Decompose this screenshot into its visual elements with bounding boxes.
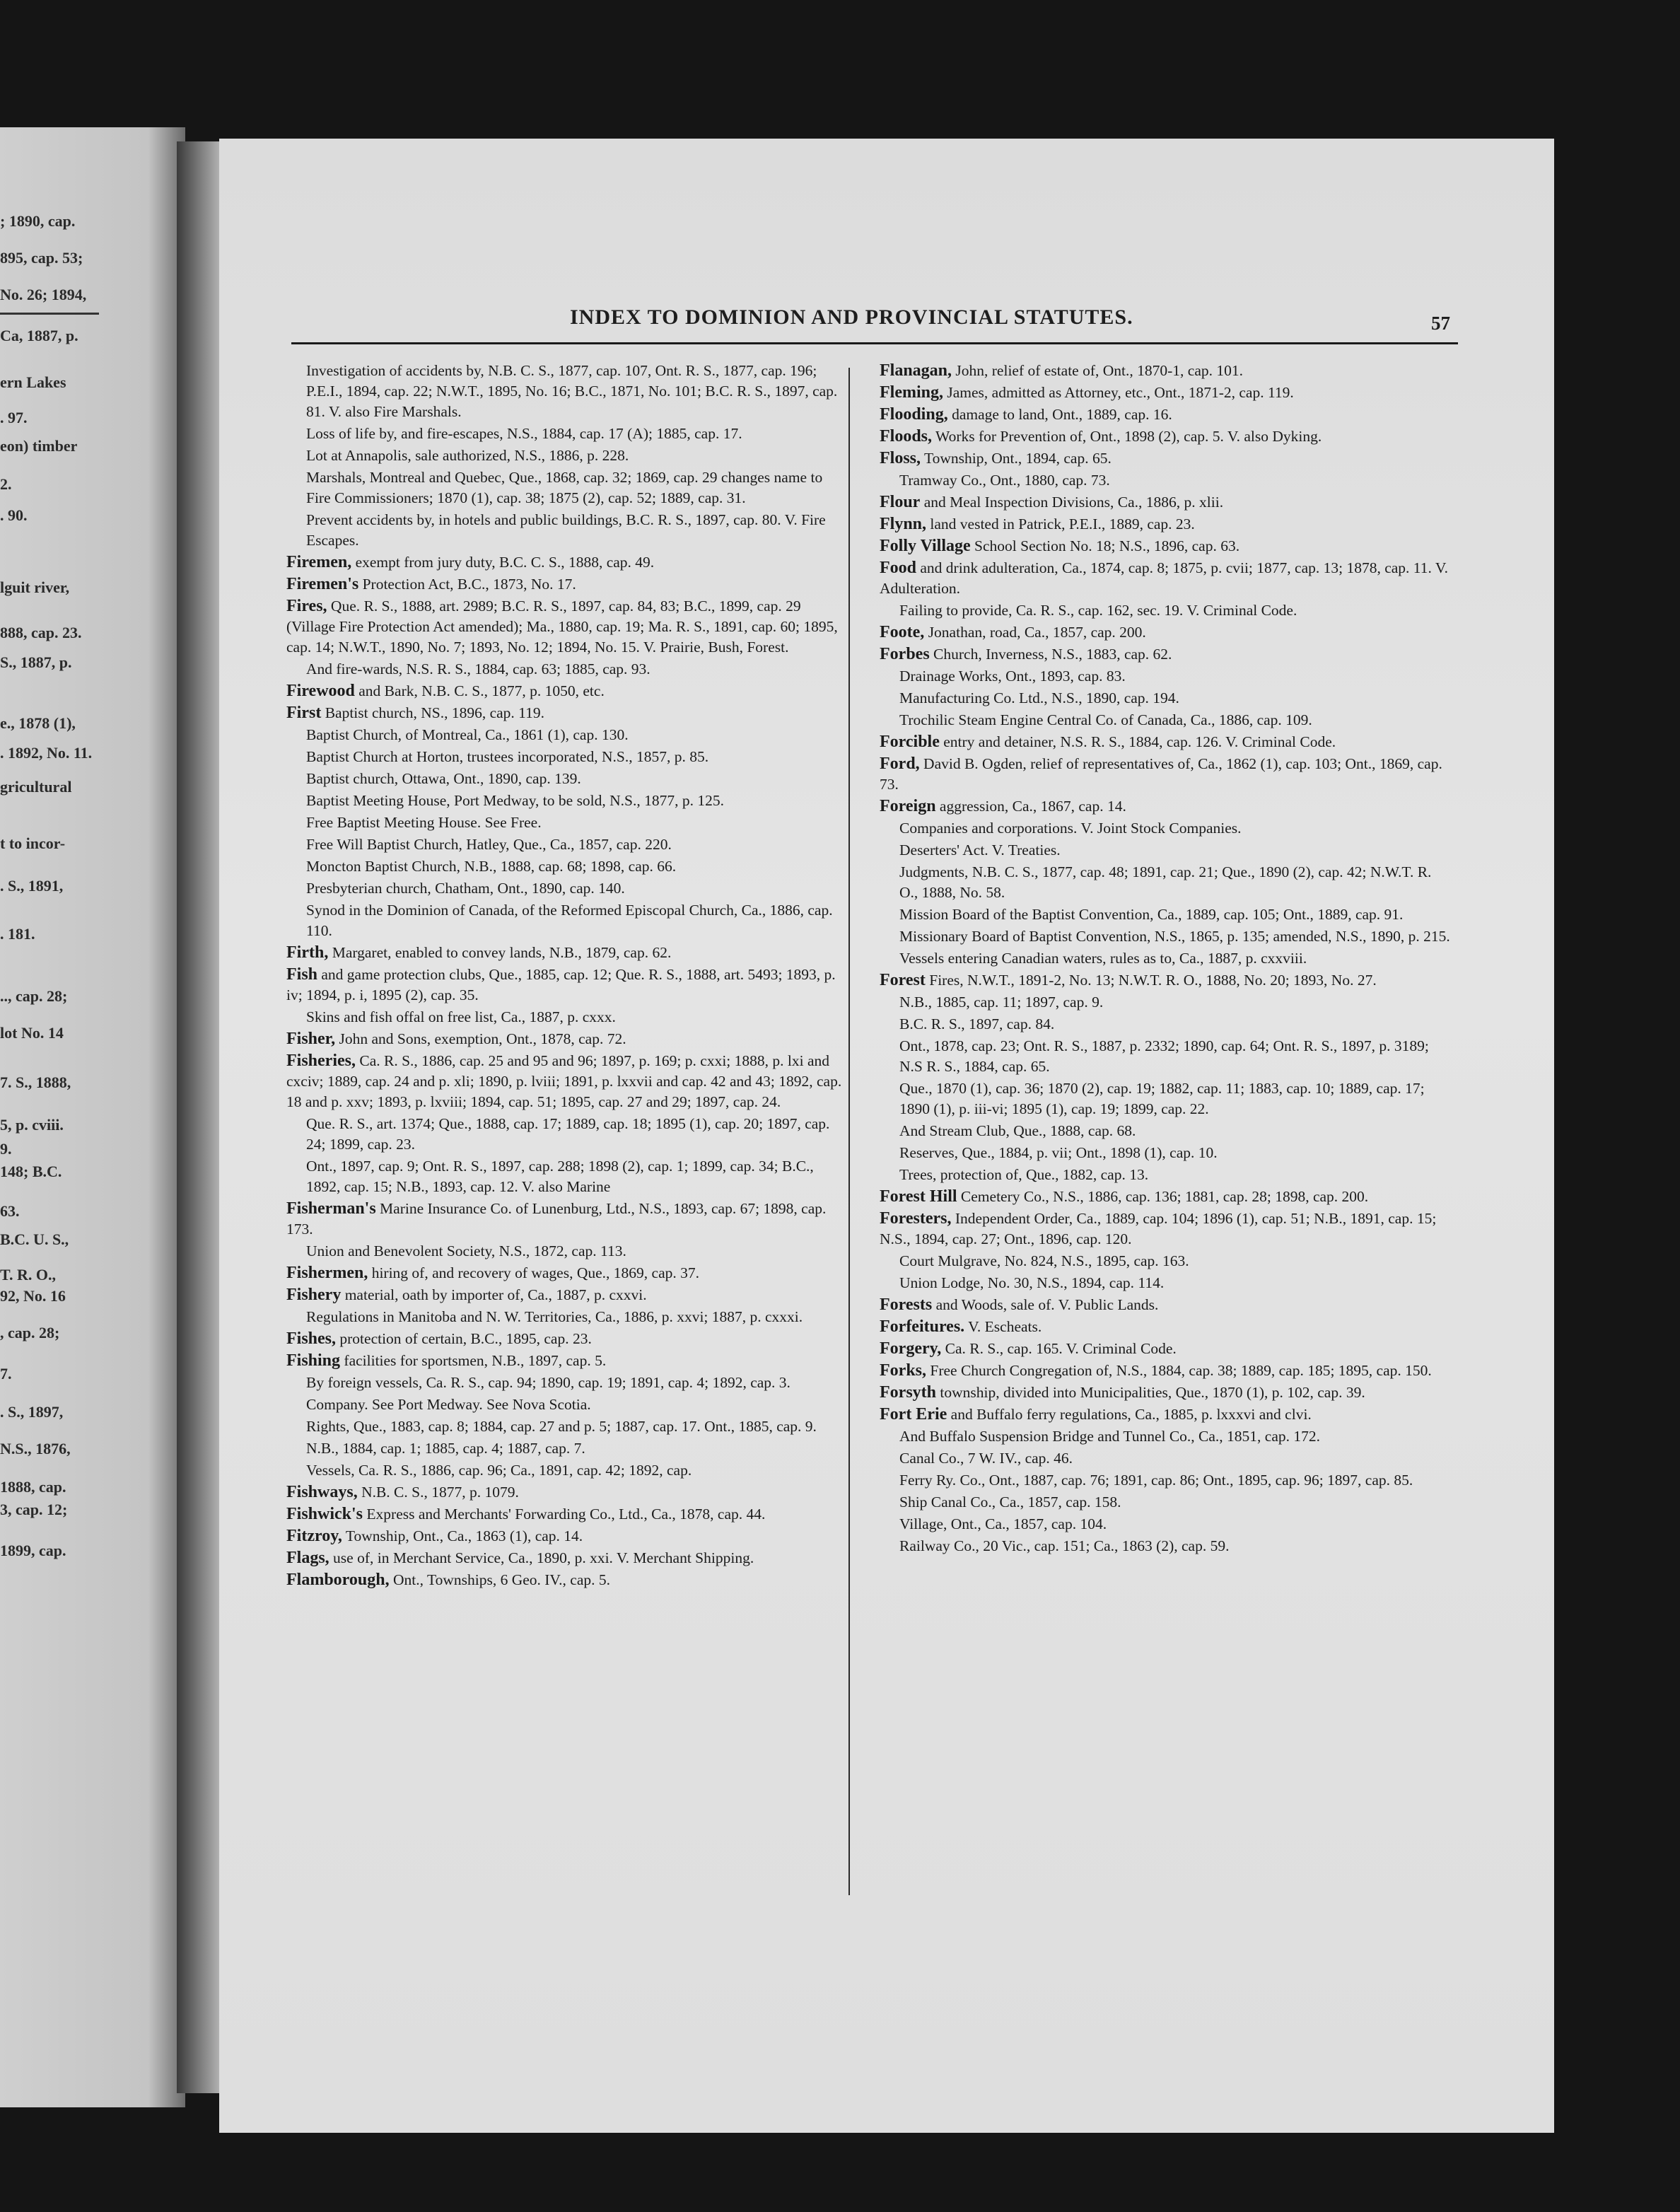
entry-heading: Firemen, <box>286 553 352 571</box>
index-entry <box>286 943 848 963</box>
subentry-text: Canal Co., 7 W. IV., cap. 46. <box>899 1450 1073 1467</box>
entry-text: protection of certain, B.C., 1895, cap. 23. <box>336 1330 592 1347</box>
index-subentry <box>880 470 1452 491</box>
index-entry <box>880 1361 1452 1381</box>
entry-text: damage to land, Ont., 1889, cap. 16. <box>947 406 1172 423</box>
entry-text: aggression, Ca., 1867, cap. 14. <box>935 798 1126 815</box>
facing-page <box>0 127 185 2107</box>
facing-page-text: Ca, 1887, p. <box>0 327 78 344</box>
subentry-text: Union and Benevolent Society, N.S., 1872, cap. 113. <box>306 1242 626 1259</box>
index-subentry <box>286 769 848 789</box>
index-subentry <box>880 688 1452 709</box>
entry-text: Fires, N.W.T., 1891-2, No. 13; N.W.T. R. O., 1888, No. 20; 1893, No. 27. <box>925 972 1377 989</box>
index-subentry <box>286 747 848 767</box>
facing-page-text: 1899, cap. <box>0 1542 66 1559</box>
index-subentry <box>286 1438 848 1459</box>
subentry-text: Ont., 1897, cap. 9; Ont. R. S., 1897, cap. 288; 1898 (2), cap. 1; 1899, cap. 34; B.C., 1892, cap. 15; N.B., 1893, cap. 12. V. also Marine <box>306 1158 814 1195</box>
entry-text: and Buffalo ferry regulations, Ca., 1885, p. lxxxvi and clvi. <box>947 1406 1312 1423</box>
subentry-text: Free Will Baptist Church, Hatley, Que., Ca., 1857, cap. 220. <box>306 836 672 853</box>
index-entry <box>286 574 848 595</box>
subentry-text: Investigation of accidents by, N.B. C. S., 1877, cap. 107, Ont. R. S., 1877, cap. 196; P.E.I., 1894, cap. 22; N.W.T., 1895, No. 16; B.C., 1871, No. 101; B.C. R. S., 1897, cap. 81. V. also Fire Marshals. <box>306 362 838 420</box>
index-entry <box>286 1482 848 1503</box>
entry-heading: Fishery <box>286 1286 342 1304</box>
index-subentry <box>880 1448 1452 1469</box>
index-subentry <box>286 1007 848 1028</box>
facing-page-text: .., cap. 28; <box>0 987 68 1005</box>
entry-heading: Fish <box>286 965 318 984</box>
index-entry <box>880 732 1452 752</box>
entry-heading: Forest <box>880 971 926 989</box>
entry-heading: Flynn, <box>880 515 927 533</box>
entry-heading: Forsyth <box>880 1383 936 1402</box>
subentry-text: Que., 1870 (1), cap. 36; 1870 (2), cap. 19; 1882, cap. 11; 1883, cap. 10; 1889, cap. 17; 1890 (1), p. iii-vi; 1895 (1), cap. 19; 1899, cap. 22. <box>899 1080 1425 1117</box>
entry-heading: Food <box>880 559 917 577</box>
index-subentry <box>880 992 1452 1013</box>
entry-text: land vested in Patrick, P.E.I., 1889, cap. 23. <box>926 516 1195 532</box>
facing-page-text: eon) timber <box>0 437 78 455</box>
index-subentry <box>286 856 848 877</box>
entry-text: material, oath by importer of, Ca., 1887, p. cxxvi. <box>341 1286 647 1303</box>
index-subentry <box>286 1395 848 1415</box>
index-entry <box>880 754 1452 795</box>
index-subentry <box>286 659 848 680</box>
facing-page-text: . 181. <box>0 925 35 943</box>
index-subentry <box>880 1143 1452 1163</box>
entry-heading: Floods, <box>880 427 933 446</box>
index-entry <box>880 1404 1452 1425</box>
subentry-text: Baptist Church at Horton, trustees incorporated, N.S., 1857, p. 85. <box>306 748 709 765</box>
entry-text: V. Escheats. <box>964 1318 1042 1335</box>
entry-text: Marine Insurance Co. of Lunenburg, Ltd., N.S., 1893, cap. 67; 1898, cap. 173. <box>286 1200 827 1238</box>
subentry-text: Drainage Works, Ont., 1893, cap. 83. <box>899 668 1126 685</box>
subentry-text: Companies and corporations. V. Joint Stock Companies. <box>899 820 1242 837</box>
facing-page-text: No. 26; 1894, <box>0 286 87 303</box>
subentry-text: Moncton Baptist Church, N.B., 1888, cap. 68; 1898, cap. 66. <box>306 858 677 875</box>
facing-page-text: 7. S., 1888, <box>0 1073 71 1091</box>
index-entry <box>880 1209 1452 1250</box>
entry-text: Ont., Townships, 6 Geo. IV., cap. 5. <box>389 1571 611 1588</box>
entry-text: Margaret, enabled to convey lands, N.B., 1879, cap. 62. <box>328 944 672 961</box>
index-subentry <box>286 1307 848 1327</box>
index-entry <box>286 1029 848 1049</box>
subentry-text: Baptist church, Ottawa, Ont., 1890, cap. 139. <box>306 770 581 787</box>
subentry-text: Free Baptist Meeting House. See Free. <box>306 814 542 831</box>
index-entry <box>286 1504 848 1525</box>
entry-text: David B. Ogden, relief of representatives of, Ca., 1862 (1), cap. 103; Ont., 1869, cap. 73. <box>880 755 1442 793</box>
index-entry <box>880 383 1452 403</box>
index-entry <box>286 681 848 702</box>
entry-text: exempt from jury duty, B.C. C. S., 1888, cap. 49. <box>351 554 655 571</box>
entry-heading: Fisherman's <box>286 1199 376 1218</box>
index-subentry <box>880 1014 1452 1035</box>
index-subentry <box>880 1426 1452 1447</box>
index-entry <box>880 404 1452 425</box>
subentry-text: Ont., 1878, cap. 23; Ont. R. S., 1887, p. 2332; 1890, cap. 64; Ont. R. S., 1897, p. 3189; N.S R. S., 1884, cap. 65. <box>899 1037 1429 1075</box>
index-entry <box>880 796 1452 817</box>
subentry-text: Presbyterian church, Chatham, Ont., 1890, cap. 140. <box>306 880 625 897</box>
index-subentry <box>286 725 848 745</box>
index-subentry <box>880 1165 1452 1185</box>
entry-heading: Floss, <box>880 449 921 467</box>
facing-page-text: T. R. O., <box>0 1266 57 1283</box>
index-entry <box>286 1051 848 1112</box>
entry-heading: Foreign <box>880 797 936 815</box>
index-subentry <box>880 926 1452 947</box>
subentry-text: Baptist Meeting House, Port Medway, to be sold, N.S., 1877, p. 125. <box>306 792 725 809</box>
index-entry <box>286 596 848 658</box>
subentry-text: Ship Canal Co., Ca., 1857, cap. 158. <box>899 1494 1121 1510</box>
facing-page-text: 895, cap. 53; <box>0 249 83 267</box>
facing-page-text: . S., 1891, <box>0 877 64 895</box>
entry-heading: Foote, <box>880 623 925 641</box>
entry-text: Protection Act, B.C., 1873, No. 17. <box>358 576 576 593</box>
entry-heading: Flour <box>880 493 921 511</box>
entry-heading: Flags, <box>286 1549 329 1567</box>
facing-page-text: 5, p. cviii. <box>0 1116 64 1134</box>
index-subentry <box>286 424 848 444</box>
entry-heading: Foresters, <box>880 1209 952 1228</box>
entry-heading: Flooding, <box>880 405 948 424</box>
index-subentry <box>286 878 848 899</box>
entry-text: James, admitted as Attorney, etc., Ont., 1871-2, cap. 119. <box>943 384 1294 401</box>
facing-page-text: B.C. U. S., <box>0 1230 69 1248</box>
facing-page-text: . 1892, No. 11. <box>0 744 93 762</box>
facing-page-text: 92, No. 16 <box>0 1287 66 1305</box>
facing-page-text: 3, cap. 12; <box>0 1501 68 1518</box>
entry-text: entry and detainer, N.S. R. S., 1884, cap. 126. V. Criminal Code. <box>939 733 1336 750</box>
subentry-text: Synod in the Dominion of Canada, of the Reformed Episcopal Church, Ca., 1886, cap. 110. <box>306 902 833 939</box>
index-entry <box>880 448 1452 469</box>
subentry-text: Railway Co., 20 Vic., cap. 151; Ca., 1863 (2), cap. 59. <box>899 1537 1230 1554</box>
index-entry <box>880 536 1452 557</box>
subentry-text: And Stream Club, Que., 1888, cap. 68. <box>899 1122 1136 1139</box>
subentry-text: B.C. R. S., 1897, cap. 84. <box>899 1015 1055 1032</box>
facing-page-text: 1888, cap. <box>0 1478 66 1496</box>
facing-page-text: 9. <box>0 1140 12 1158</box>
entry-heading: Fishwick's <box>286 1505 363 1523</box>
subentry-text: Prevent accidents by, in hotels and public buildings, B.C. R. S., 1897, cap. 80. V. Fire Escapes. <box>306 511 826 549</box>
subentry-text: Missionary Board of Baptist Convention, N.S., 1865, p. 135; amended, N.S., 1890, p. 215. <box>899 928 1450 945</box>
index-subentry <box>286 1460 848 1481</box>
index-subentry <box>286 791 848 811</box>
index-entry <box>880 622 1452 643</box>
index-entry <box>880 361 1452 381</box>
entry-heading: Fishways, <box>286 1483 358 1501</box>
subentry-text: Tramway Co., Ont., 1880, cap. 73. <box>899 472 1110 489</box>
index-subentry <box>880 1514 1452 1535</box>
subentry-text: Ferry Ry. Co., Ont., 1887, cap. 76; 1891, cap. 86; Ont., 1895, cap. 96; 1897, cap. 85. <box>899 1472 1413 1489</box>
index-subentry <box>880 840 1452 861</box>
index-entry <box>880 1187 1452 1207</box>
header-rule <box>291 342 1458 344</box>
entry-heading: Fishing <box>286 1351 341 1370</box>
subentry-text: Baptist Church, of Montreal, Ca., 1861 (1), cap. 130. <box>306 726 629 743</box>
entry-text: and drink adulteration, Ca., 1874, cap. 8; 1875, p. cvii; 1877, cap. 13; 1878, cap. 11. V. Adulteration. <box>880 559 1448 597</box>
index-subentry <box>286 361 848 422</box>
entry-heading: Fort Erie <box>880 1405 947 1424</box>
entry-text: use of, in Merchant Service, Ca., 1890, p. xxi. V. Merchant Shipping. <box>329 1549 754 1566</box>
index-column-left <box>286 361 848 1590</box>
entry-heading: First <box>286 704 322 722</box>
column-divider <box>848 368 850 1895</box>
subentry-text: N.B., 1884, cap. 1; 1885, cap. 4; 1887, cap. 7. <box>306 1440 585 1457</box>
index-entry <box>286 1329 848 1349</box>
subentry-text: Lot at Annapolis, sale authorized, N.S., 1886, p. 228. <box>306 447 629 464</box>
index-entry <box>286 1285 848 1305</box>
facing-page-text: 888, cap. 23. <box>0 624 82 641</box>
entry-text: Township, Ont., 1894, cap. 65. <box>921 450 1112 467</box>
index-subentry <box>880 1536 1452 1556</box>
index-subentry <box>286 510 848 551</box>
index-subentry <box>880 1492 1452 1513</box>
entry-text: and game protection clubs, Que., 1885, cap. 12; Que. R. S., 1888, art. 5493; 1893, p. iv; 1894, p. i, 1895 (2), cap. 35. <box>286 966 836 1003</box>
index-subentry <box>286 813 848 833</box>
index-subentry <box>286 900 848 941</box>
subentry-text: Rights, Que., 1883, cap. 8; 1884, cap. 27 and p. 5; 1887, cap. 17. Ont., 1885, cap. 9. <box>306 1418 817 1435</box>
subentry-text: Mission Board of the Baptist Convention, Ca., 1889, cap. 105; Ont., 1889, cap. 91. <box>899 906 1404 923</box>
index-subentry <box>880 710 1452 730</box>
subentry-text: Company. See Port Medway. See Nova Scotia. <box>306 1396 591 1413</box>
entry-heading: Fishes, <box>286 1329 337 1348</box>
subentry-text: Court Mulgrave, No. 824, N.S., 1895, cap. 163. <box>899 1252 1189 1269</box>
subentry-text: Deserters' Act. V. Treaties. <box>899 842 1061 858</box>
subentry-text: Judgments, N.B. C. S., 1877, cap. 48; 1891, cap. 21; Que., 1890 (2), cap. 42; N.W.T. R. O., 1888, No. 58. <box>899 863 1432 901</box>
index-subentry <box>286 834 848 855</box>
entry-heading: Flamborough, <box>286 1571 390 1589</box>
entry-heading: Ford, <box>880 755 920 773</box>
index-subentry <box>286 1156 848 1197</box>
entry-text: and Bark, N.B. C. S., 1877, p. 1050, etc. <box>354 682 605 699</box>
facing-page-text: lot No. 14 <box>0 1024 64 1042</box>
entry-text: Express and Merchants' Forwarding Co., Ltd., Ca., 1878, cap. 44. <box>363 1506 766 1523</box>
index-entry <box>286 1351 848 1371</box>
facing-page-text: S., 1887, p. <box>0 653 72 671</box>
facing-page-text: ern Lakes <box>0 373 66 391</box>
index-entry <box>286 1526 848 1547</box>
index-subentry <box>286 1416 848 1437</box>
subentry-text: Trees, protection of, Que., 1882, cap. 13. <box>899 1166 1149 1183</box>
subentry-text: Vessels entering Canadian waters, rules as to, Ca., 1887, p. cxxviii. <box>899 950 1307 967</box>
subentry-text: By foreign vessels, Ca. R. S., cap. 94; 1890, cap. 19; 1891, cap. 4; 1892, cap. 3. <box>306 1374 791 1391</box>
index-entry <box>286 1548 848 1568</box>
index-entry <box>880 970 1452 991</box>
index-subentry <box>880 1121 1452 1141</box>
facing-page-text: t to incor- <box>0 834 66 852</box>
page-number: 57 <box>1431 313 1450 334</box>
index-entry <box>286 552 848 573</box>
index-subentry <box>880 600 1452 621</box>
index-subentry <box>880 1251 1452 1271</box>
index-subentry <box>286 1241 848 1262</box>
facing-page-text: 63. <box>0 1202 20 1220</box>
entry-text: John and Sons, exemption, Ont., 1878, cap. 72. <box>335 1030 626 1047</box>
index-subentry <box>880 1470 1452 1491</box>
subentry-text: And Buffalo Suspension Bridge and Tunnel Co., Ca., 1851, cap. 172. <box>899 1428 1321 1445</box>
index-subentry <box>880 904 1452 925</box>
facing-page-text: 148; B.C. <box>0 1163 62 1180</box>
index-entry <box>286 965 848 1006</box>
entry-text: John, relief of estate of, Ont., 1870-1, cap. 101. <box>952 362 1244 379</box>
facing-page-text: gricultural <box>0 778 72 796</box>
index-entry <box>880 514 1452 535</box>
subentry-text: Reserves, Que., 1884, p. vii; Ont., 1898 (1), cap. 10. <box>899 1144 1218 1161</box>
subentry-text: Manufacturing Co. Ltd., N.S., 1890, cap. 194. <box>899 689 1179 706</box>
entry-text: hiring of, and recovery of wages, Que., 1869, cap. 37. <box>368 1264 699 1281</box>
entry-text: and Woods, sale of. V. Public Lands. <box>932 1296 1159 1313</box>
index-subentry <box>880 1078 1452 1119</box>
index-subentry <box>880 948 1452 969</box>
entry-text: Que. R. S., 1888, art. 2989; B.C. R. S., 1897, cap. 84, 83; B.C., 1899, cap. 29 (Village Fire Protection Act amended); Ma., 1880, cap. 19; Ma. R. S., 1891, cap. 60; 1895, cap. 14; N.W.T., 1890, No. 7; 1893, No. 12; 1894, No. 15. V. Prairie, Bush, Forest. <box>286 598 838 656</box>
subentry-text: Loss of life by, and fire-escapes, N.S., 1884, cap. 17 (A); 1885, cap. 17. <box>306 425 742 442</box>
subentry-text: Trochilic Steam Engine Central Co. of Canada, Ca., 1886, cap. 109. <box>899 711 1312 728</box>
subentry-text: Vessels, Ca. R. S., 1886, cap. 96; Ca., 1891, cap. 42; 1892, cap. <box>306 1462 692 1479</box>
facing-page-text: . S., 1897, <box>0 1403 64 1421</box>
index-entry <box>880 1382 1452 1403</box>
subentry-text: Failing to provide, Ca. R. S., cap. 162, sec. 19. V. Criminal Code. <box>899 602 1297 619</box>
subentry-text: Marshals, Montreal and Quebec, Que., 1868, cap. 32; 1869, cap. 29 changes name to Fire Commissioners; 1870 (1), cap. 38; 1875 (2), cap. 52; 1889, cap. 31. <box>306 469 823 506</box>
subentry-text: Union Lodge, No. 30, N.S., 1894, cap. 114. <box>899 1274 1165 1291</box>
index-subentry <box>286 1114 848 1155</box>
subentry-text: And fire-wards, N.S. R. S., 1884, cap. 63; 1885, cap. 93. <box>306 660 651 677</box>
entry-text: facilities for sportsmen, N.B., 1897, cap. 5. <box>340 1352 607 1369</box>
index-entry <box>880 426 1452 447</box>
index-subentry <box>286 1373 848 1393</box>
entry-heading: Fisheries, <box>286 1052 356 1070</box>
entry-text: Cemetery Co., N.S., 1886, cap. 136; 1881, cap. 28; 1898, cap. 200. <box>957 1188 1369 1205</box>
entry-heading: Forest Hill <box>880 1187 957 1206</box>
index-subentry <box>880 1273 1452 1293</box>
entry-text: Ca. R. S., 1886, cap. 25 and 95 and 96; 1897, p. 169; p. cxxi; 1888, p. lxi and cxciv; 1889, cap. 24 and p. xli; 1890, p. lviii; 1891, p. lxxvii and cap. 42 and 43; 1892, cap. 18 and p. xxv; 1893, p. lxviii; 1894, cap. 51; 1895, cap. 27 and 29; 1897, cap. 24. <box>286 1052 842 1110</box>
index-entry <box>880 1295 1452 1315</box>
subentry-text: Que. R. S., art. 1374; Que., 1888, cap. 17; 1889, cap. 18; 1895 (1), cap. 20; 1897, cap. 24; 1899, cap. 23. <box>306 1115 830 1153</box>
entry-text: and Meal Inspection Divisions, Ca., 1886, p. xlii. <box>920 494 1224 511</box>
entry-text: Church, Inverness, N.S., 1883, cap. 62. <box>929 646 1172 663</box>
facing-page-text: N.S., 1876, <box>0 1440 71 1457</box>
facing-page-rule <box>0 313 99 315</box>
entry-text: Works for Prevention of, Ont., 1898 (2), cap. 5. V. also Dyking. <box>932 428 1322 445</box>
index-subentry <box>286 446 848 466</box>
index-entry <box>286 1199 848 1240</box>
subentry-text: Village, Ont., Ca., 1857, cap. 104. <box>899 1515 1107 1532</box>
index-column-right <box>880 361 1452 1556</box>
entry-heading: Fisher, <box>286 1030 336 1048</box>
entry-text: Jonathan, road, Ca., 1857, cap. 200. <box>924 624 1146 641</box>
subentry-text: Skins and fish offal on free list, Ca., 1887, p. cxxx. <box>306 1008 616 1025</box>
index-entry <box>880 644 1452 665</box>
entry-text: Ca. R. S., cap. 165. V. Criminal Code. <box>941 1340 1177 1357</box>
entry-text: township, divided into Municipalities, Que., 1870 (1), p. 102, cap. 39. <box>936 1384 1365 1401</box>
entry-heading: Forks, <box>880 1361 926 1380</box>
facing-page-text: 7. <box>0 1365 12 1382</box>
index-entry <box>880 1339 1452 1359</box>
entry-text: N.B. C. S., 1877, p. 1079. <box>357 1484 519 1501</box>
entry-text: Free Church Congregation of, N.S., 1884, cap. 38; 1889, cap. 185; 1895, cap. 150. <box>926 1362 1432 1379</box>
entry-text: Independent Order, Ca., 1889, cap. 104; 1896 (1), cap. 51; N.B., 1891, cap. 15; N.S., 1894, cap. 27; Ont., 1896, cap. 120. <box>880 1210 1437 1247</box>
entry-text: Baptist church, NS., 1896, cap. 119. <box>321 704 544 721</box>
facing-page-text: , cap. 28; <box>0 1324 60 1341</box>
entry-heading: Forfeitures. <box>880 1317 965 1336</box>
entry-heading: Firewood <box>286 682 355 700</box>
index-entry <box>880 492 1452 513</box>
index-entry <box>880 558 1452 599</box>
facing-page-text: 2. <box>0 475 12 493</box>
page-title: INDEX TO DOMINION AND PROVINCIAL STATUTES. <box>570 305 1133 329</box>
facing-page-text: e., 1878 (1), <box>0 714 76 732</box>
entry-heading: Forbes <box>880 645 930 663</box>
index-subentry <box>286 467 848 508</box>
entry-heading: Folly Village <box>880 537 971 555</box>
entry-heading: Firemen's <box>286 575 359 593</box>
entry-heading: Firth, <box>286 943 329 962</box>
entry-heading: Fires, <box>286 597 327 615</box>
entry-text: School Section No. 18; N.S., 1896, cap. 63. <box>970 537 1240 554</box>
entry-heading: Forcible <box>880 733 940 751</box>
facing-page-text: lguit river, <box>0 578 70 596</box>
index-subentry <box>880 862 1452 903</box>
index-subentry <box>880 666 1452 687</box>
facing-page-text: . 97. <box>0 409 28 426</box>
index-entry <box>286 1570 848 1590</box>
entry-text: Township, Ont., Ca., 1863 (1), cap. 14. <box>342 1527 583 1544</box>
entry-heading: Flanagan, <box>880 361 952 380</box>
index-entry <box>286 703 848 723</box>
subentry-text: N.B., 1885, cap. 11; 1897, cap. 9. <box>899 994 1104 1011</box>
entry-heading: Fitzroy, <box>286 1527 342 1545</box>
entry-heading: Fleming, <box>880 383 943 402</box>
index-entry <box>286 1263 848 1283</box>
index-subentry <box>880 818 1452 839</box>
entry-heading: Fishermen, <box>286 1264 368 1282</box>
entry-heading: Forgery, <box>880 1339 942 1358</box>
entry-heading: Forests <box>880 1296 933 1314</box>
facing-page-text: ; 1890, cap. <box>0 212 76 230</box>
index-subentry <box>880 1036 1452 1077</box>
subentry-text: Regulations in Manitoba and N. W. Territories, Ca., 1886, p. xxvi; 1887, p. cxxxi. <box>306 1308 803 1325</box>
index-entry <box>880 1317 1452 1337</box>
facing-page-text: . 90. <box>0 506 28 524</box>
